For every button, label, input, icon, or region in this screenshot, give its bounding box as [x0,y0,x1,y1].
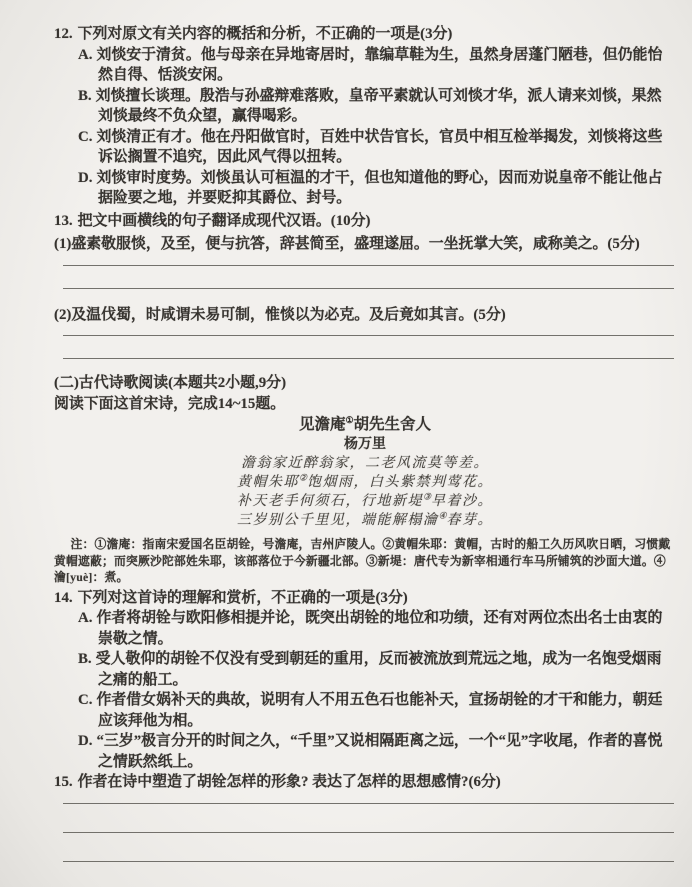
question-12-option-d [78,168,676,209]
question-14-option-c [78,690,676,731]
poem-footnotes: 注：①澹庵：指南宋爱国名臣胡铨，号澹庵，吉州庐陵人。②黄帽朱耶：黄帽，古时的船工久历风吹日晒，习惯戴黄帽遮蔽；而突厥沙陀部姓朱耶，该部落位于今新疆北部。③新堤：唐代专为新宰相通行车马所铺筑的沙面大道。④瀹[yuè]：煮。 [54,537,671,584]
answer-line [63,803,674,804]
question-15-number: 15. [54,774,73,790]
question-13-text: 把文中画横线的句子翻译成现代汉语。(10分) [77,212,371,229]
poem-line-2: 黄帽朱耶②饱烟雨，白头紫禁判莺花。 [236,472,494,490]
question-13-stem [54,211,676,232]
poem-line-4: 三岁别公千里见，端能解榻瀹④春芽。 [236,510,494,528]
poem-line-3: 补天老手何须石，行地新堤③早着沙。 [236,491,494,509]
option-label: A. [78,610,93,626]
option-label: C. [78,692,93,708]
footnote-marker: ④ [438,510,447,521]
answer-line [63,861,674,862]
poem-title-main: 见澹庵 [298,416,346,433]
option-text: 刘惔安于清贫。他与母亲在异地寄居时，靠编草鞋为生，虽然身居蓬门陋巷，但仍能怡然自得、恬淡安闲。 [96,46,663,83]
option-text: “三岁”极言分开的时间之久，“千里”又说相隔距离之远，一个“见”字收尾，作者的喜悦之情跃然纸上。 [96,733,663,770]
option-label: A. [78,46,93,63]
question-12-stem [54,24,676,45]
option-text: 受人敬仰的胡铨不仅没有受到朝廷的重用，反而被流放到荒远之地，成为一名饱受烟雨之痛的船工。 [95,651,662,688]
answer-line [63,358,674,359]
poem-block [54,414,676,586]
question-12-option-c [78,127,676,168]
question-12-text: 下列对原文有关内容的概括和分析，不正确的一项是(3分) [77,26,453,42]
question-13-part-1: (1)盛素敬服惔，及至，便与抗答，辞甚简至，盛理遂屈。一坐抚掌大笑，咸称美之。(5分) [54,236,640,252]
footnote-marker: ① [345,414,354,425]
option-text: 作者借女娲补天的典故，说明有人不用五色石也能补天，宣扬胡铨的才干和能力，朝廷应该拜他为相。 [96,692,663,729]
question-15-stem [54,772,676,793]
question-12-number: 12. [54,26,73,42]
question-14-number: 14. [54,589,73,606]
option-label: B. [78,87,92,104]
option-label: C. [78,128,93,145]
option-label: D. [78,733,93,749]
option-text: 刘惔擅长谈理。殷浩与孙盛辩难落败，皇帝平素就认可刘惔才华，派人请来刘惔，果然刘惔最终不负众望，赢得喝彩。 [95,87,662,124]
question-15-text: 作者在诗中塑造了胡铨怎样的形象? 表达了怎样的思想感情?(6分) [77,774,501,790]
poem-title-rest: 胡先生舍人 [353,416,432,433]
footnote-marker: ② [298,472,308,483]
question-12-option-a [78,45,676,86]
question-14-text: 下列对这首诗的理解和赏析，不正确的一项是(3分) [77,589,408,606]
question-13-number: 13. [54,212,73,229]
answer-line [63,288,674,289]
answer-line [63,832,674,833]
option-text: 刘惔清正有才。他在丹阳做官时，百姓中状告官长，官员中相互检举揭发，刘惔将这些诉讼搁置不追究，因此风气得以扭转。 [96,128,663,165]
question-14-option-d [78,731,676,772]
question-14-option-b [78,649,676,690]
question-14-option-a [78,608,676,649]
question-14-stem [54,588,676,609]
poem-title [54,414,676,435]
poem-line-1: 澹翁家近醉翁家，二老风流莫等差。 [241,456,489,471]
section-2-intro: 阅读下面这首宋诗，完成14~15题。 [54,395,286,412]
option-text: 刘惔审时度势。刘惔虽认可桓温的才干，但也知道他的野心，因而劝说皇帝不能让他占据险要之地，并要贬抑其爵位、封号。 [96,169,663,206]
option-label: D. [78,169,93,186]
section-2-heading: (二)古代诗歌阅读(本题共2小题,9分) [54,375,287,391]
option-text: 作者将胡铨与欧阳修相提并论，既突出胡铨的地位和功绩，还有对两位杰出名士由衷的崇敬之情。 [96,610,663,647]
answer-line [63,335,674,336]
footnote-marker: ③ [422,491,432,502]
question-12-option-b [78,86,676,127]
option-label: B. [78,651,92,667]
poem-author: 杨万里 [344,437,386,452]
answer-line [63,265,674,266]
question-13-part-2: (2)及温伐蜀，时咸谓未易可制，惟惔以为必克。及后竟如其言。(5分) [54,306,506,323]
